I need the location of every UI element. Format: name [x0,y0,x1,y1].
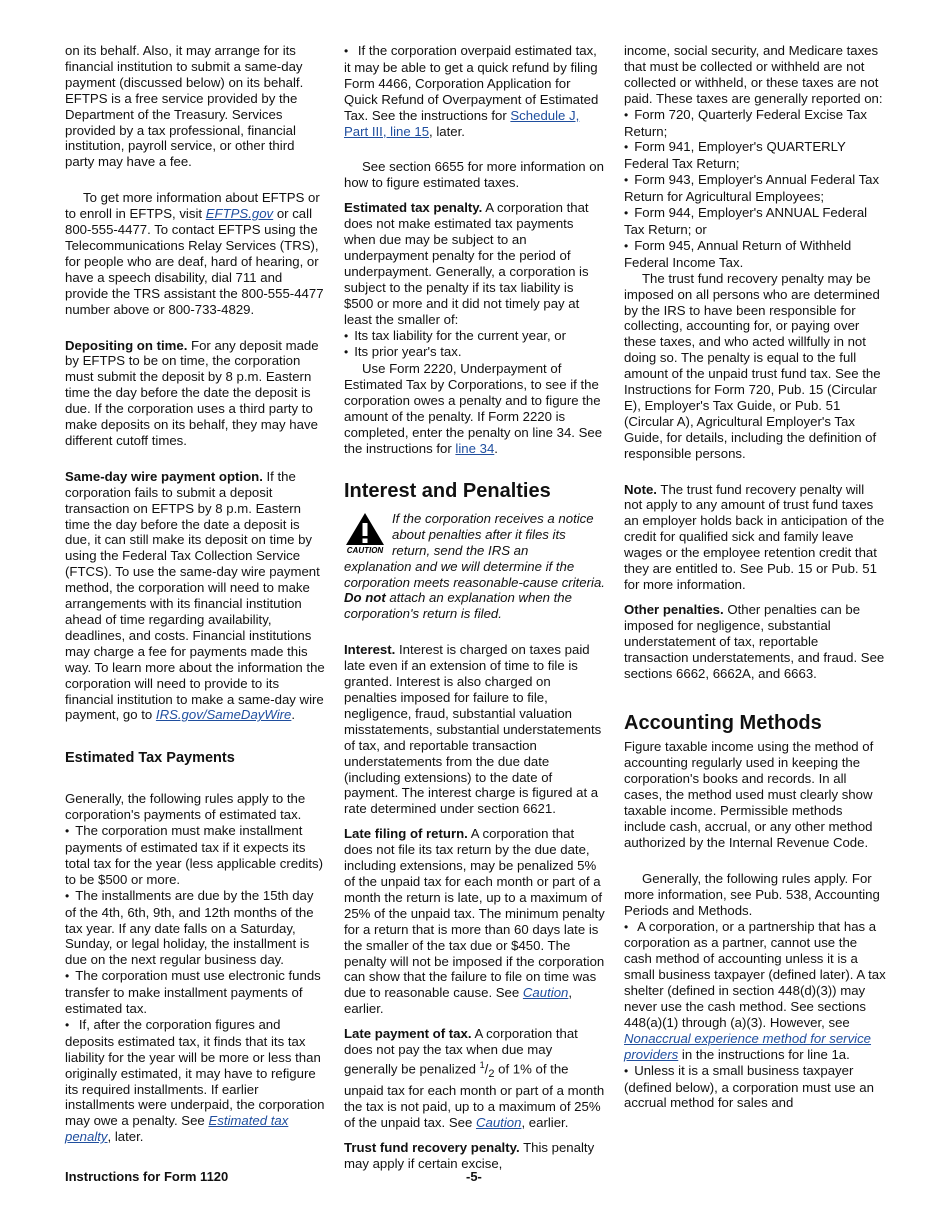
run-in-heading: Same-day wire payment option. [65,468,263,484]
paragraph [344,200,606,327]
text: . [494,440,498,456]
text: or call 800-555-4477. To contact EFTPS using the Telecommunications Relay Services (TRS), for people who are deaf, hard of hearing, or have a speech disability, dial 711 and provide the TRS assistant the 800-555-4477 number above or 800-733-4829. [65,206,324,317]
text: in the instructions for line 1a. [678,1046,850,1062]
paragraph [344,1140,606,1172]
caution-link[interactable]: Caution [522,985,569,1001]
list-item [65,1017,327,1145]
paragraph: income, social security, and Medicare taxes that must be collected or withheld are not collected or withheld, or these taxes are not paid. These taxes are generally reported on: [624,43,883,106]
paragraph [624,482,886,593]
caution-link[interactable]: Caution [475,1114,522,1130]
text: A corporation that does not file its tax return by the due date, including extensions, may be penalized 5% of the unpaid tax for each month or part of a month the return is late, up to a maximum of 25% of the unpaid tax. The minimum penalty for a return that is more than 60 days late is the smaller of the tax due or $450. The penalty will not be imposed if the corporation can show that the failure to file on time was due to reasonable cause. See [344,826,605,1001]
text: , later. [107,1129,144,1145]
text: of 1% of the unpaid tax for each month or part of a month the tax is not paid, up to a maximum of 25% of the unpaid tax. See [344,1061,605,1130]
same-day-wire-link[interactable]: IRS.gov/SameDayWire [155,707,292,723]
footer-form-title: Instructions for Form 1120 [65,1169,229,1184]
text: , earlier. [344,985,573,1017]
run-in-heading: Trust fund recovery penalty. [344,1139,520,1155]
list-item: • Unless it is a small business taxpayer (defined below), a corporation must use an accrual method for sales and [624,1063,886,1112]
estimated-tax-penalty-link[interactable]: Estimated tax penalty [65,1113,289,1145]
section-heading: Interest and Penalties [344,479,551,502]
paragraph: Generally, the following rules apply to the corporation's payments of estimated tax. [65,791,306,823]
list-item: • The corporation must make installment payments of estimated tax if it expects its total tax for the year (less applicable credits) to be $500 or more. [65,823,327,888]
run-in-heading: Note. [624,481,657,497]
paragraph: Figure taxable income using the method of accounting regularly used in keeping the corporation's books and records. In all cases, the method used must clearly show taxable income. Permissible methods include cash, accrual, or any other method authorized by the Internal Revenue Code. [624,739,874,850]
list-item [344,43,606,139]
emphasis: Do not [344,590,386,606]
list-item: • The installments are due by the 15th day of the 4th, 6th, 9th, and 12th months of the tax year. If any date falls on a Saturday, Sunday, or legal holiday, the installment is due on the next regular business day. [65,888,327,969]
text: A corporation that does not make estimated tax payments when due may be subject to an underpayment penalty for the period of underpayment. Generally, a corporation is subject to the penalty if its tax liability is $500 or more and it did not timely pay at least the smaller of: [344,200,589,327]
list-item: • Form 720, Quarterly Federal Excise Tax Return; [624,107,886,140]
paragraph: Generally, the following rules apply. For more information, see Pub. 538, Accounting Periods and Methods. [624,870,880,918]
text: explanation and we will determine if the corporation meets reasonable-cause criteria. [344,558,605,590]
list-item: • The corporation must use electronic funds transfer to make installment payments of estimated tax. [65,968,327,1017]
list-item: • Form 944, Employer's ANNUAL Federal Tax Return; or [624,205,886,238]
list-item: • Its prior year's tax. [344,344,606,361]
column-1 [65,43,327,1145]
section-subheading: Estimated Tax Payments [65,750,235,767]
list-item [624,919,886,1063]
caution-icon [344,511,392,559]
text: For any deposit made by EFTPS to be on time, the corporation must submit the deposit by 8 p.m. Eastern time the day before the date the deposit is due. If the corporation uses a third party to make deposits on its behalf, they may have different cutoff times. [65,337,319,448]
text: Use Form 2220, Underpayment of Estimated Tax by Corporations, to see if the corporation owes a penalty and to figure the amount of the penalty. If Form 2220 is completed, enter the penalty on line 34. See the instructions for [344,361,603,456]
text: Other penalties can be imposed for negligence, substantial understatement of tax, reportable transaction understatements, and fraud. See sections 6662, 6662A, and 6663. [624,601,885,681]
run-in-heading: Interest. [344,642,396,658]
paragraph [624,602,886,682]
paragraph: on its behalf. Also, it may arrange for its financial institution to submit a same-day payment (discussed below) on its behalf. EFTPS is a free service provided by the Department of the Treasury. Services provided by a tax professional, financial institution, payroll service, or other third party may have a fee. [65,43,304,170]
text: A corporation that does not pay the tax when due may generally be penalized [344,1026,578,1077]
page-number: -5- [466,1169,482,1184]
eftps-link[interactable]: EFTPS.gov [205,206,274,222]
text: To get more information about EFTPS or to enroll in EFTPS, visit [65,190,320,222]
nonaccrual-experience-link[interactable]: Nonaccrual experience method for service providers [624,1030,872,1062]
text: If the corporation overpaid estimated tax, it may be able to get a quick refund by filing Form 4466, Corporation Application for Quick Refund of Overpayment of Estimated Tax. See the instructions for [344,43,599,123]
paragraph [65,469,327,724]
paragraph [344,361,606,456]
section-heading: Accounting Methods [624,712,822,735]
caution-box [344,511,606,623]
caution-text-continued [344,559,606,623]
list-item: • Form 943, Employer's Annual Federal Tax Return for Agricultural Employees; [624,172,886,205]
caution-text: If the corporation receives a notice about penalties after it files its return, send the IRS an [392,510,594,558]
list-item: • Its tax liability for the current year, or [344,328,606,345]
run-in-heading: Late filing of return. [344,826,468,842]
caution-row [344,511,606,559]
run-in-heading: Estimated tax penalty. [344,200,483,216]
caution-label: CAUTION [346,545,384,555]
paragraph [65,190,327,317]
list-item: • Form 945, Annual Return of Withheld Federal Income Tax. [624,238,886,271]
text: attach an explanation when the corporation's return is filed. [344,590,572,622]
text: This penalty may apply if certain excise, [344,1139,595,1171]
paragraph: Late payment of tax. A corporation that does not pay the tax when due may generally be penalized $^1/_2$ of 1% of the unpaid tax for each month or part of a month the tax is not paid, up to a maximum of 25% of the unpaid tax. See Caution, earlier. [344,1026,605,1130]
paragraph: See section 6655 for more information on how to figure estimated taxes. [344,159,604,191]
run-in-heading: Late payment of tax. [344,1026,472,1042]
paragraph [344,826,606,1017]
text: A corporation, or a partnership that has a corporation as a partner, cannot use the cash method of accounting unless it is a small business taxpayer (defined later). A tax shelter (defined in section 448(d)(3)) may never use the cash method. See sections 448(a)(1) through (a)(3). However, see [624,918,886,1030]
paragraph [344,642,606,817]
text: . [291,707,296,723]
fraction-denominator: 2 [488,1067,495,1080]
text: If, after the corporation figures and deposits estimated tax, it finds that its tax liability for the year will be more or less than originally estimated, it may have to refigure its required installments. If earlier installments were underpaid, the corporation may owe a penalty. See [65,1016,325,1129]
paragraph [65,338,327,449]
column-2 [344,43,606,1171]
text: The trust fund recovery penalty will not apply to any amount of trust fund taxes an employer holds back in anticipation of the credit for qualified sick and family leave wages or the employee retention credit that they are entitled to. See Pub. 15 or Pub. 51 for more information. [624,481,885,592]
schedule-j-link[interactable]: Schedule J, Part III, line 15 [344,107,580,139]
list-item: • Form 941, Employer's QUARTERLY Federal Tax Return; [624,139,886,172]
column-3 [624,43,886,1111]
line-34-link[interactable]: line 34 [455,440,495,456]
run-in-heading: Other penalties. [624,601,724,617]
text: , later. [429,123,465,139]
text: If the corporation fails to submit a deposit transaction on EFTPS by 8 p.m. Eastern time the day before the date a deposit is due, it can still make its deposit on time by using the Federal Tax Collection Service (FTCS). To use the same-day wire payment method, the corporation will need to make arrangements with its financial institution ahead of time regarding availability, deadlines, and costs. Financial institutions may charge a fee for payments made this way. To learn more about the information the corporation will need to provide to its financial institution to make a same-day wire payment, go to [65,468,325,723]
fraction-numerator: 1 [479,1059,485,1070]
run-in-heading: Depositing on time. [65,337,188,353]
text: Interest is charged on taxes paid late even if an extension of time to file is granted. Interest is also charged on penalties imposed for failure to file, negligence, fraud, substantial valuation misstatements, substantial understatements of tax, and reportable transaction understatements from the due date (including extensions) to the date of payment. The interest charge is figured at a rate determined under section 6621. [344,642,602,817]
paragraph: The trust fund recovery penalty may be imposed on all persons who are determined by the IRS to have been responsible for collecting, accounting for, or paying over these taxes, and who acted willfully in not doing so. The penalty is equal to the full amount of the unpaid trust fund tax. See the Instructions for Form 720, Pub. 15 (Circular E), Employer's Tax Guide, or Pub. 51 (Circular A), Agricultural Employer's Tax Guide, for details, including the definition of responsible persons. [624,270,881,461]
text: , earlier. [521,1114,569,1130]
